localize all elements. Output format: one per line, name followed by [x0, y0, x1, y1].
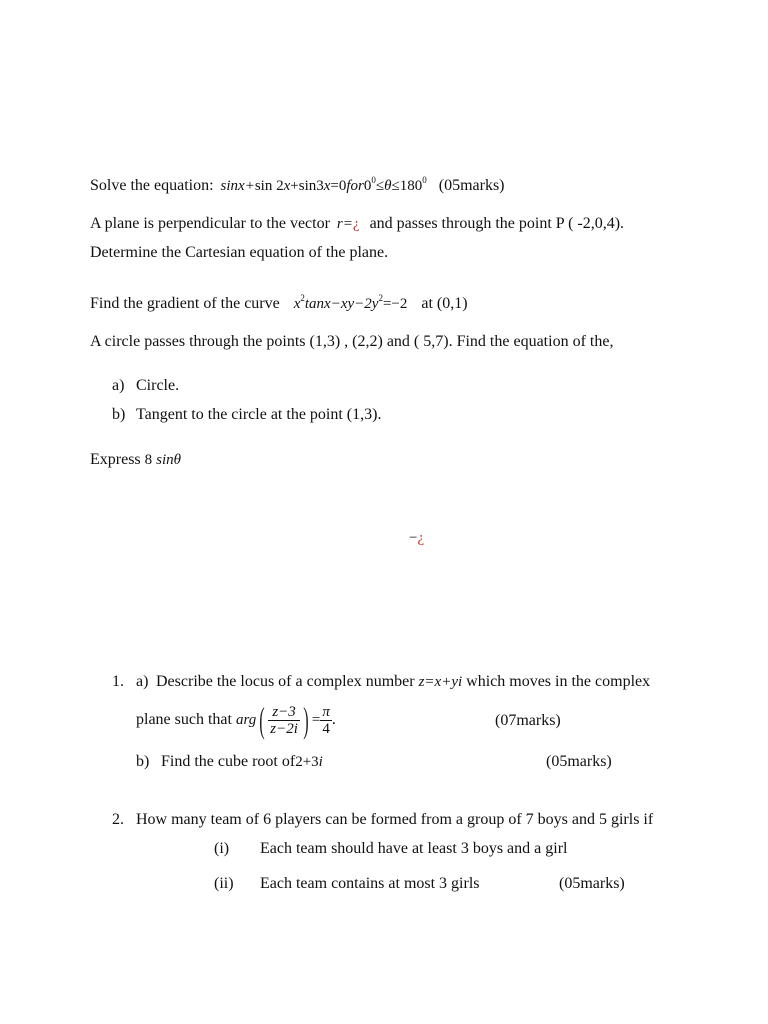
pi-over-four: $\frac{\pi}{4}$: [322, 703, 330, 737]
item-label: b): [112, 406, 126, 423]
item-text: Circle.: [136, 377, 180, 394]
question-solve-equation: [90, 170, 505, 196]
question-gradient: [90, 288, 468, 314]
unknown-glyph: ¿: [352, 216, 360, 232]
list-item: [214, 874, 480, 894]
question-1: [112, 672, 651, 692]
part-b-text: Find the cube root of2+3i: [161, 753, 323, 770]
question-number: 1.: [112, 673, 124, 690]
item-text: Tangent to the circle at the point (1,3).: [136, 406, 382, 423]
question-1b: [136, 752, 323, 772]
curve-equation: $x^2\tan x-xy-2y^2=-2$: [293, 293, 408, 312]
complex-number-expression: z=x+yi: [418, 674, 463, 690]
left-paren: (: [259, 700, 265, 741]
part-a-text: Describe the locus of a complex number z=x+yi which moves in the complex: [156, 673, 651, 690]
marks: (05marks): [438, 177, 505, 194]
marks: (07marks): [495, 712, 561, 729]
item-label: (ii): [214, 875, 234, 892]
question-2: [112, 810, 654, 830]
right-paren: ): [303, 700, 309, 741]
part-label: b): [136, 753, 150, 770]
question-plane-line2: Determine the Cartesian equation of the plane.: [90, 244, 389, 261]
item-label: (i): [214, 840, 230, 857]
question-text-cont: and passes through the point P ( -2,0,4).: [369, 215, 625, 232]
question-text: A plane is perpendicular to the vector: [90, 215, 330, 232]
part-label: a): [136, 673, 149, 690]
question-express: [90, 450, 181, 470]
orphan-expression: −¿: [409, 530, 425, 546]
list-item: [214, 839, 568, 859]
question-circle: A circle passes through the points (1,3) , (2,2) and ( 5,7). Find the equation of the,: [90, 333, 614, 350]
question-plane: [90, 214, 624, 234]
question-text: Find the gradient of the curve: [90, 295, 280, 312]
list-item: [112, 405, 382, 425]
vector-expression: r=¿: [336, 216, 360, 232]
question-number: 2.: [112, 811, 124, 828]
marks: (05marks): [559, 875, 625, 892]
unknown-glyph: ¿: [417, 530, 425, 546]
question-text: How many team of 6 players can be formed from a group of 7 boys and 5 girls if: [136, 811, 654, 828]
coefficient: 8: [144, 452, 153, 468]
item-text: Each team contains at most 3 girls: [260, 875, 480, 892]
fraction: $\frac{z-3}{z-2i}$: [270, 703, 298, 737]
arg-label: arg: [235, 712, 257, 728]
question-text: plane such that: [136, 711, 232, 728]
question-text: Express: [90, 451, 141, 468]
question-1a-line2: plane such that arg( $\frac{z-3}{z-2i}$ ) = $\frac{\pi}{4}$ .: [136, 700, 336, 741]
equation: sinx+sin $2x+\sin 3x=0for0^0\le\theta\le 180^0$: [220, 175, 427, 194]
question-text: Solve the equation:: [90, 177, 214, 194]
list-item: [112, 376, 180, 396]
item-label: a): [112, 377, 125, 394]
point-text: at (0,1): [421, 295, 468, 312]
item-text: Each team should have at least 3 boys and a girl: [260, 840, 568, 857]
marks: (05marks): [546, 753, 612, 770]
trig-expression: sinθ: [156, 452, 182, 468]
